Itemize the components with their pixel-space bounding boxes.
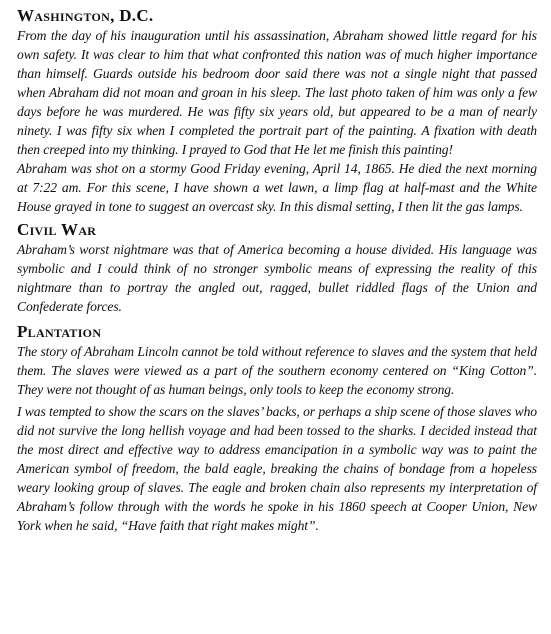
paragraph-washington-2: Abraham was shot on a stormy Good Friday evening, April 14, 1865. He died the next morning at 7:22 am. For this scene, I have shown a wet lawn, a limp flag at half-mast and the White House grayed in tone to suggest an overcast sky. In this dismal setting, I then lit the gas lamps. [17,161,537,214]
section-washington [17,6,537,216]
paragraph-plantation-2: I was tempted to show the scars on the slaves’ backs, or perhaps a ship scene of those slaves who did not survive the long hellish voyage and had been tossed to the sharks. I decided instead that the most direct and effective way to address emancipation in a symbolic way was to paint the American symbol of freedom, the bald eagle, breaking the chains of bondage from a hopeless weary looking group of slaves. The eagle and broken chain also represents my interpretation of Abraham’s follow through with the words he spoke in his 1860 speech at Cooper Union, New York when he said, “Have faith that right makes might”. [17,404,537,533]
paragraph-washington-1: From the day of his inauguration until his assassination, Abraham showed little regard for his own safety. It was clear to him that what confronted this nation was of much higher importance than himself. Guards outside his bedroom door said there was not a single night that passed when Abraham did not moan and groan in his sleep. The last photo taken of him was only a few days before he was murdered. He was fifty six years old, but appeared to be a man of nearly ninety. I was fifty six when I completed the portrait part of the painting. A fixation with death then creeped into my thinking. I prayed to God that He let me finish this painting! [17,28,537,157]
paragraph-civil-war-1: Abraham’s worst nightmare was that of America becoming a house divided. His language was symbolic and I could think of no stronger symbolic means of expressing the reality of this nightmare than to portray the angled out, ragged, bullet riddled flags of the Union and Confederate forces. [17,242,537,314]
section-civil-war [17,220,537,316]
paragraph-plantation-1: The story of Abraham Lincoln cannot be told without reference to slaves and the system that held them. The slaves were viewed as a part of the southern economy centered on “King Cotton”. They were not thought of as human beings, only tools to keep the economy strong. [17,344,537,397]
document-page [17,6,537,539]
section-plantation [17,322,537,535]
section-heading-washington: Washington, D.C. [17,6,154,25]
section-heading-plantation: Plantation [17,322,102,341]
section-heading-civil-war: Civil War [17,220,97,239]
